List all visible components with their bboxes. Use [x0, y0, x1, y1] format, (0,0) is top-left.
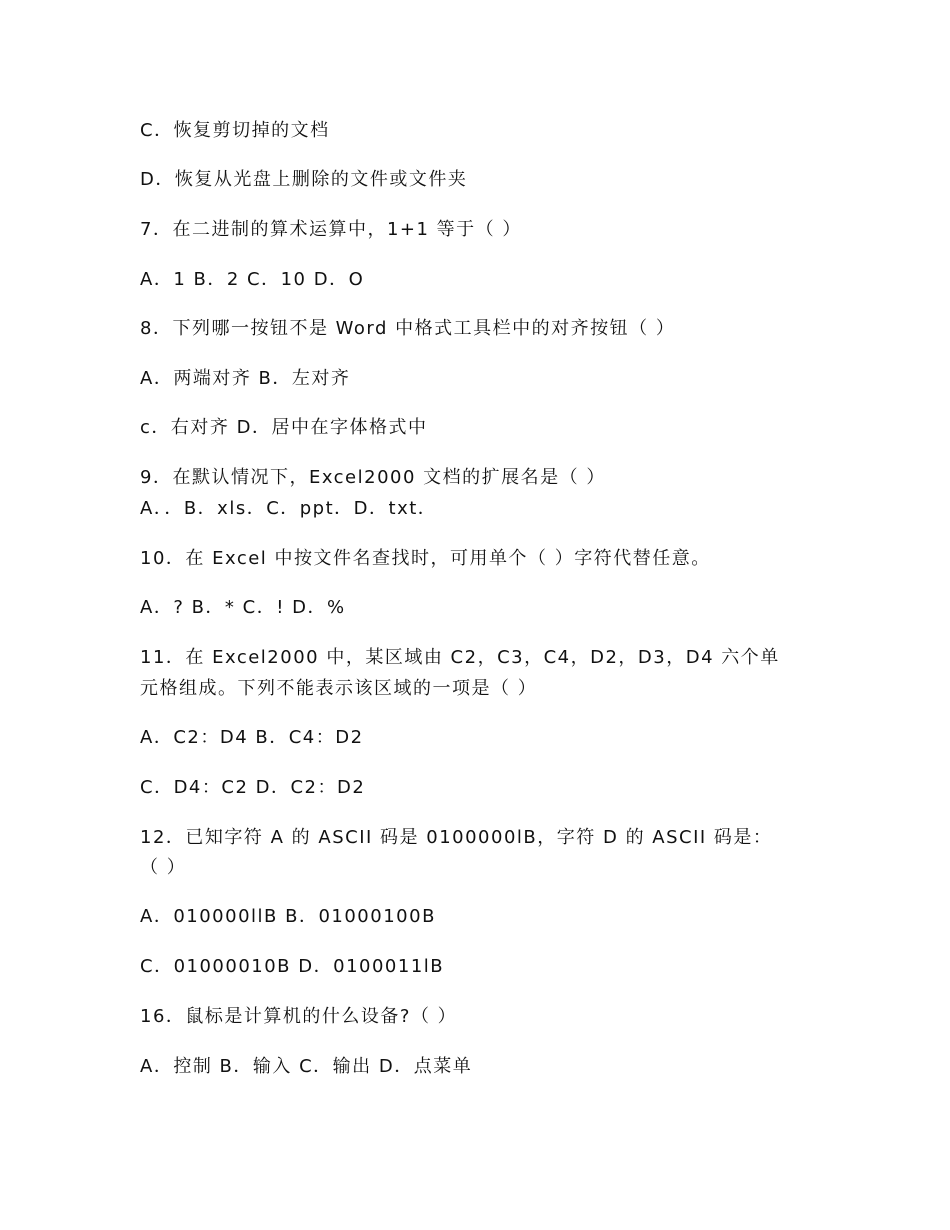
- question-10-options: A．? B．* C．! D．%: [140, 597, 346, 618]
- question-7: 7．在二进制的算术运算中，1+1 等于（ ）: [140, 219, 522, 240]
- question-8: 8．下列哪一按钮不是 Word 中格式工具栏中的对齐按钮（ ）: [140, 318, 676, 339]
- question-12-line-2: （ ）: [140, 857, 187, 878]
- question-8-options-cd: c．右对齐 D．居中在字体格式中: [140, 417, 428, 438]
- question-16: 16．鼠标是计算机的什么设备?（ ）: [140, 1006, 458, 1027]
- question-9-options: A．．B．xls．C．ppt．D．txt．: [140, 498, 438, 519]
- question-9: 9．在默认情况下，Excel2000 文档的扩展名是（ ）: [140, 467, 606, 488]
- question-8-options-ab: A．两端对齐 B．左对齐: [140, 368, 351, 389]
- question-16-options: A．控制 B．输入 C．输出 D．点菜单: [140, 1056, 473, 1077]
- option-line-c: C．恢复剪切掉的文档: [140, 120, 330, 141]
- question-12-options-ab: A．010000llB B．01000100B: [140, 906, 436, 927]
- question-12-line-1: 12．已知字符 A 的 ASCII 码是 0100000lB，字符 D 的 ASCII 码是：: [140, 827, 773, 848]
- question-11-line-1: 11．在 Excel2000 中，某区域由 C2，C3，C4，D2，D3，D4 六个单: [140, 647, 780, 668]
- question-11-line-2: 元格组成。下列不能表示该区域的一项是（ ）: [140, 678, 538, 699]
- option-line-d: D．恢复从光盘上删除的文件或文件夹: [140, 169, 468, 190]
- question-7-options: A．1 B．2 C．10 D．O: [140, 269, 365, 290]
- question-12-options-cd: C．01000010B D．0100011lB: [140, 956, 445, 977]
- question-11-options-ab: A．C2：D4 B．C4：D2: [140, 727, 364, 748]
- question-11-options-cd: C．D4：C2 D．C2：D2: [140, 777, 366, 798]
- question-10: 10．在 Excel 中按文件名查找时，可用单个（ ）字符代替任意。: [140, 548, 711, 569]
